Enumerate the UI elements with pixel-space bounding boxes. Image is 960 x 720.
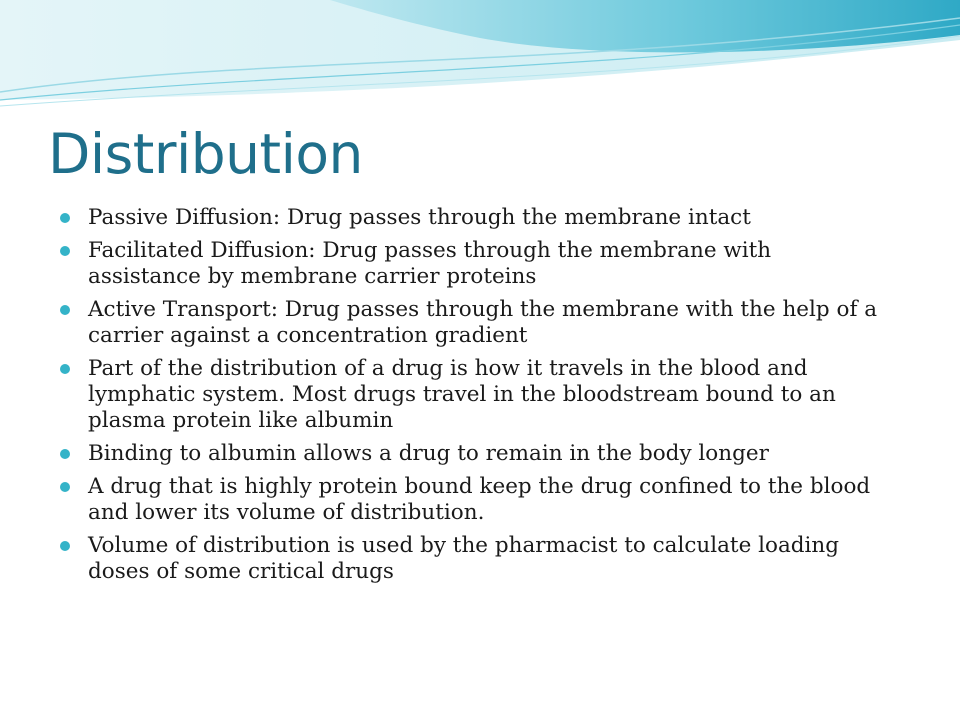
- bullet-dot-icon: [60, 364, 70, 374]
- bullet-item: [60, 297, 890, 349]
- slide-title: Distribution: [48, 122, 363, 186]
- bullet-text: Binding to albumin allows a drug to remain in the body longer: [88, 441, 769, 466]
- bullet-list: [60, 205, 890, 592]
- header-wave-decoration: [0, 0, 960, 120]
- bullet-text: Active Transport: Drug passes through the membrane with the help of a carrier against a concentration gradient: [88, 297, 878, 348]
- bullet-text: Volume of distribution is used by the pharmacist to calculate loading doses of some critical drugs: [88, 533, 840, 584]
- bullet-item: [60, 356, 890, 434]
- bullet-dot-icon: [60, 305, 70, 315]
- bullet-item: [60, 533, 890, 585]
- bullet-text: Passive Diffusion: Drug passes through the membrane intact: [88, 205, 751, 230]
- bullet-text: A drug that is highly protein bound keep the drug confined to the blood and lower its volume of distribution.: [88, 474, 871, 525]
- bullet-dot-icon: [60, 246, 70, 256]
- bullet-item: [60, 238, 890, 290]
- bullet-item: [60, 205, 890, 231]
- bullet-dot-icon: [60, 541, 70, 551]
- bullet-item: [60, 474, 890, 526]
- bullet-item: [60, 441, 890, 467]
- bullet-text: Part of the distribution of a drug is how it travels in the blood and lymphatic system. Most drugs travel in the bloodstream bound to an plasma protein like albumin: [88, 356, 836, 433]
- bullet-dot-icon: [60, 213, 70, 223]
- bullet-dot-icon: [60, 482, 70, 492]
- bullet-text: Facilitated Diffusion: Drug passes through the membrane with assistance by membrane carrier proteins: [88, 238, 772, 289]
- bullet-dot-icon: [60, 449, 70, 459]
